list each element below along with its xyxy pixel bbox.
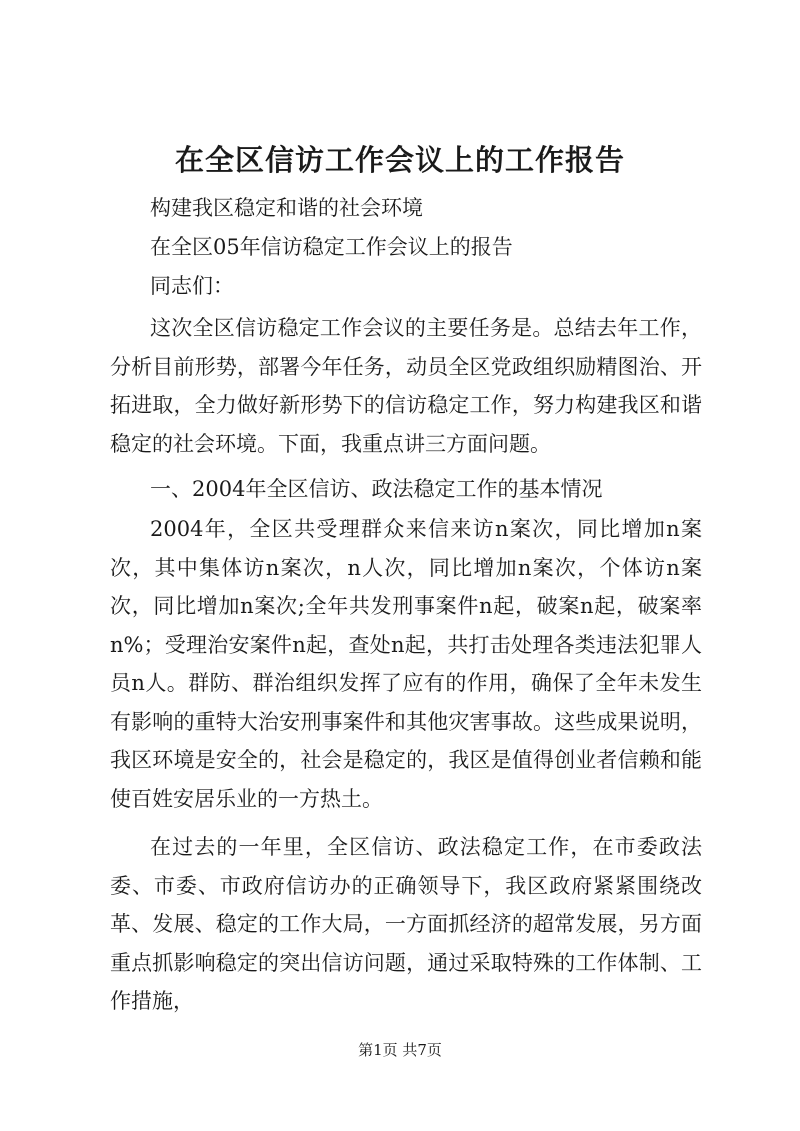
salutation: 同志们： <box>150 274 234 298</box>
subtitle-line-2: 在全区05年信访稳定工作会议上的报告 <box>150 235 513 259</box>
paragraph-intro: 这次全区信访稳定工作会议的主要任务是。总结去年工作，分析目前形势，部署今年任务，动员全区党政组织励精图治、开拓进取，全力做好新形势下的信访稳定工作，努力构建我区和谐稳定的社会环境。下面，我重点讲三方面问题。 <box>110 316 702 456</box>
subtitle-line-1: 构建我区稳定和谐的社会环境 <box>150 196 423 220</box>
page-number-footer: 第1页 共7页 <box>358 1041 442 1059</box>
document-title: 在全区信访工作会议上的工作报告 <box>174 143 625 177</box>
paragraph-statistics: 2004年，全区共受理群众来信来访n案次，同比增加n案次，其中集体访n案次，n人次，同比增加n案次，个体访n案次，同比增加n案次;全年共发刑事案件n起，破案n起，破案率n%；受理治安案件n起，查处n起，共打击处理各类违法犯罪人员n人。群防、群治组织发挥了应有的作用，确保了全年未发生有影响的重特大治安刑事案件和其他灾害事故。这些成果说明，我区环境是安全的，社会是稳定的，我区是值得创业者信赖和能使百姓安居乐业的一方热土。 <box>110 517 702 811</box>
paragraph-review: 在过去的一年里，全区信访、政法稳定工作，在市委政法委、市委、市政府信访办的正确领导下，我区政府紧紧围绕改革、发展、稳定的工作大局，一方面抓经济的超常发展，另方面重点抓影响稳定的突出信访问题，通过采取特殊的工作体制、工作措施， <box>110 835 702 1013</box>
section-heading-1: 一、2004年全区信访、政法稳定工作的基本情况 <box>150 477 603 501</box>
